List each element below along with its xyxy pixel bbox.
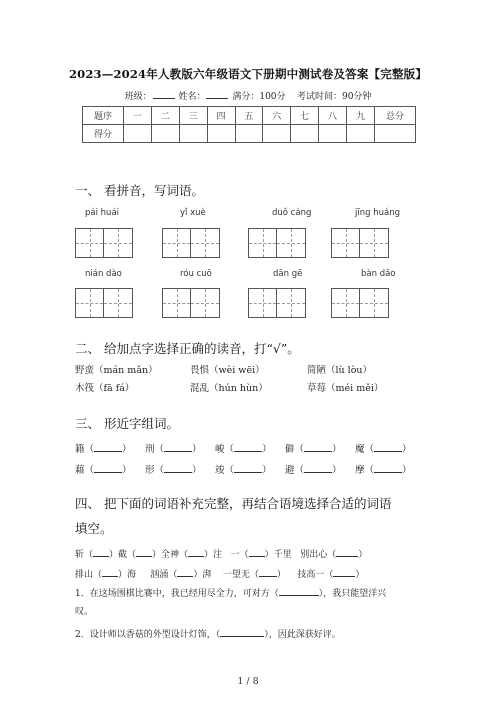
word-item: 魔（ ） — [355, 441, 412, 455]
reading-choice[interactable]: 野蛮（mán mǎn） — [75, 365, 158, 376]
pinyin-label: pái huái — [85, 208, 120, 218]
score-header-cell: 九 — [347, 107, 375, 125]
class-label: 班级： — [124, 92, 152, 102]
pinyin-label: yǐ xuè — [180, 208, 206, 218]
answer-blank[interactable] — [220, 626, 264, 637]
score-header-cell: 六 — [263, 107, 291, 125]
answer-blank[interactable] — [249, 546, 265, 557]
question-1: 1．在这场围棋比赛中，我已经用尽全力，可对方（ ），我只能望洋兴 — [75, 585, 386, 599]
section2-heading: 二、 给加点字选择正确的读音，打“√”。 — [75, 341, 300, 356]
word-item: 藉（ ） — [75, 462, 132, 476]
writing-grid[interactable] — [162, 228, 220, 258]
section1-heading: 一、 看拼音，写词语。 — [75, 183, 204, 198]
answer-blank[interactable] — [136, 546, 152, 557]
answer-blank[interactable] — [93, 546, 109, 557]
word-item: 刑（ ） — [145, 441, 202, 455]
section4-heading-cont: 填空。 — [75, 521, 113, 536]
score-header-cell: 一 — [124, 107, 152, 125]
score-header-cell: 四 — [207, 107, 235, 125]
reading-choice[interactable]: 畏惧（wèi wēi） — [190, 365, 265, 376]
writing-grid[interactable] — [248, 288, 306, 318]
grid-cell[interactable] — [163, 289, 191, 317]
grid-cell[interactable] — [332, 289, 360, 317]
writing-grid[interactable] — [331, 228, 389, 258]
answer-blank[interactable] — [304, 462, 332, 473]
pinyin-label: nián dào — [85, 269, 122, 279]
answer-blank[interactable] — [164, 462, 192, 473]
score-table — [82, 106, 416, 143]
section4-heading: 四、 把下面的词语补充完整，再结合语境选择合适的词语 — [75, 496, 392, 511]
answer-blank[interactable] — [374, 441, 402, 452]
question-1-cont: 叹。 — [75, 607, 94, 617]
answer-blank[interactable] — [94, 462, 122, 473]
writing-grid[interactable] — [75, 228, 133, 258]
answer-blank[interactable] — [259, 566, 277, 577]
writing-grid[interactable] — [75, 288, 133, 318]
grid-cell[interactable] — [163, 229, 191, 257]
grid-cell[interactable] — [249, 229, 277, 257]
answer-blank[interactable] — [336, 546, 358, 557]
score-header-cell: 题序 — [83, 107, 124, 125]
reading-choice[interactable]: 简陋（lù lòu） — [307, 365, 373, 376]
grid-cell[interactable] — [76, 229, 104, 257]
answer-blank[interactable] — [177, 566, 193, 577]
exam-info — [0, 89, 496, 102]
score-header-row — [83, 107, 416, 125]
answer-blank[interactable] — [94, 441, 122, 452]
word-item: 摩（ ） — [355, 462, 412, 476]
grid-cell[interactable] — [104, 229, 132, 257]
score-cell[interactable] — [235, 125, 263, 143]
name-label: 姓名： — [178, 92, 206, 102]
answer-blank[interactable] — [234, 441, 262, 452]
answer-blank[interactable] — [374, 462, 402, 473]
grid-cell[interactable] — [360, 229, 388, 257]
grid-cell[interactable] — [277, 289, 305, 317]
grid-cell[interactable] — [277, 229, 305, 257]
answer-blank[interactable] — [188, 546, 204, 557]
name-blank — [206, 89, 228, 99]
score-cell[interactable] — [179, 125, 207, 143]
answer-blank[interactable] — [279, 585, 319, 596]
word-item: 籍（ ） — [75, 441, 132, 455]
grid-cell[interactable] — [191, 289, 219, 317]
idiom-row: 斩（ ）截（ ）全神（ ）注 一（ ）千里 别出心（ ） — [75, 546, 367, 560]
word-item: 峻（ ） — [215, 441, 272, 455]
score-cell[interactable] — [151, 125, 179, 143]
page-number: 1 / 8 — [237, 676, 259, 687]
score-header-cell: 五 — [235, 107, 263, 125]
word-item: 竣（ ） — [215, 462, 272, 476]
answer-blank[interactable] — [304, 441, 332, 452]
word-item: 僻（ ） — [285, 441, 342, 455]
score-cell[interactable] — [263, 125, 291, 143]
score-row-label: 得分 — [83, 125, 124, 143]
score-cell[interactable] — [207, 125, 235, 143]
score-header-cell: 二 — [151, 107, 179, 125]
answer-blank[interactable] — [102, 566, 118, 577]
exam-time: 考试时间：90分钟 — [296, 92, 372, 102]
grid-cell[interactable] — [249, 289, 277, 317]
grid-cell[interactable] — [332, 229, 360, 257]
reading-choice[interactable]: 混乱（hún hùn） — [190, 383, 268, 394]
class-blank — [153, 89, 175, 99]
writing-grid[interactable] — [162, 288, 220, 318]
writing-grid[interactable] — [248, 228, 306, 258]
reading-choice[interactable]: 草莓（méi měi） — [307, 383, 384, 394]
score-cell[interactable] — [375, 125, 416, 143]
pinyin-label: róu cuō — [180, 269, 212, 279]
score-header-cell: 八 — [319, 107, 347, 125]
score-cell[interactable] — [347, 125, 375, 143]
answer-blank[interactable] — [333, 566, 355, 577]
idiom-row: 排山（ ）海 汹涌（ ）湃 一望无（ ） 技高一（ ） — [75, 566, 364, 580]
question-2: 2．设计师以香菇的外型设计灯饰，（ ），因此深获好评。 — [75, 626, 341, 640]
section3-heading: 三、 形近字组词。 — [75, 416, 179, 431]
score-cell[interactable] — [319, 125, 347, 143]
writing-grid[interactable] — [331, 288, 389, 318]
answer-blank[interactable] — [164, 441, 192, 452]
score-header-cell: 三 — [179, 107, 207, 125]
pinyin-label: jīng huáng — [355, 208, 400, 218]
grid-cell[interactable] — [104, 289, 132, 317]
full-score: 满分：100分 — [232, 92, 286, 102]
score-header-cell: 七 — [291, 107, 319, 125]
word-item: 避（ ） — [285, 462, 342, 476]
pinyin-label: duǒ cáng — [272, 208, 312, 218]
score-cell[interactable] — [291, 125, 319, 143]
grid-cell[interactable] — [191, 229, 219, 257]
page-title: 2023—2024年人教版六年级语文下册期中测试卷及答案【完整版】 — [68, 67, 428, 81]
pinyin-label: dān gē — [273, 269, 303, 279]
word-item: 形（ ） — [145, 462, 202, 476]
grid-cell[interactable] — [360, 289, 388, 317]
reading-choice[interactable]: 木筏（fā fá） — [75, 383, 135, 394]
score-cell[interactable] — [124, 125, 152, 143]
answer-blank[interactable] — [234, 462, 262, 473]
score-header-cell: 总分 — [375, 107, 416, 125]
pinyin-label: bàn dǎo — [361, 269, 396, 279]
grid-cell[interactable] — [76, 289, 104, 317]
score-value-row — [83, 125, 416, 143]
